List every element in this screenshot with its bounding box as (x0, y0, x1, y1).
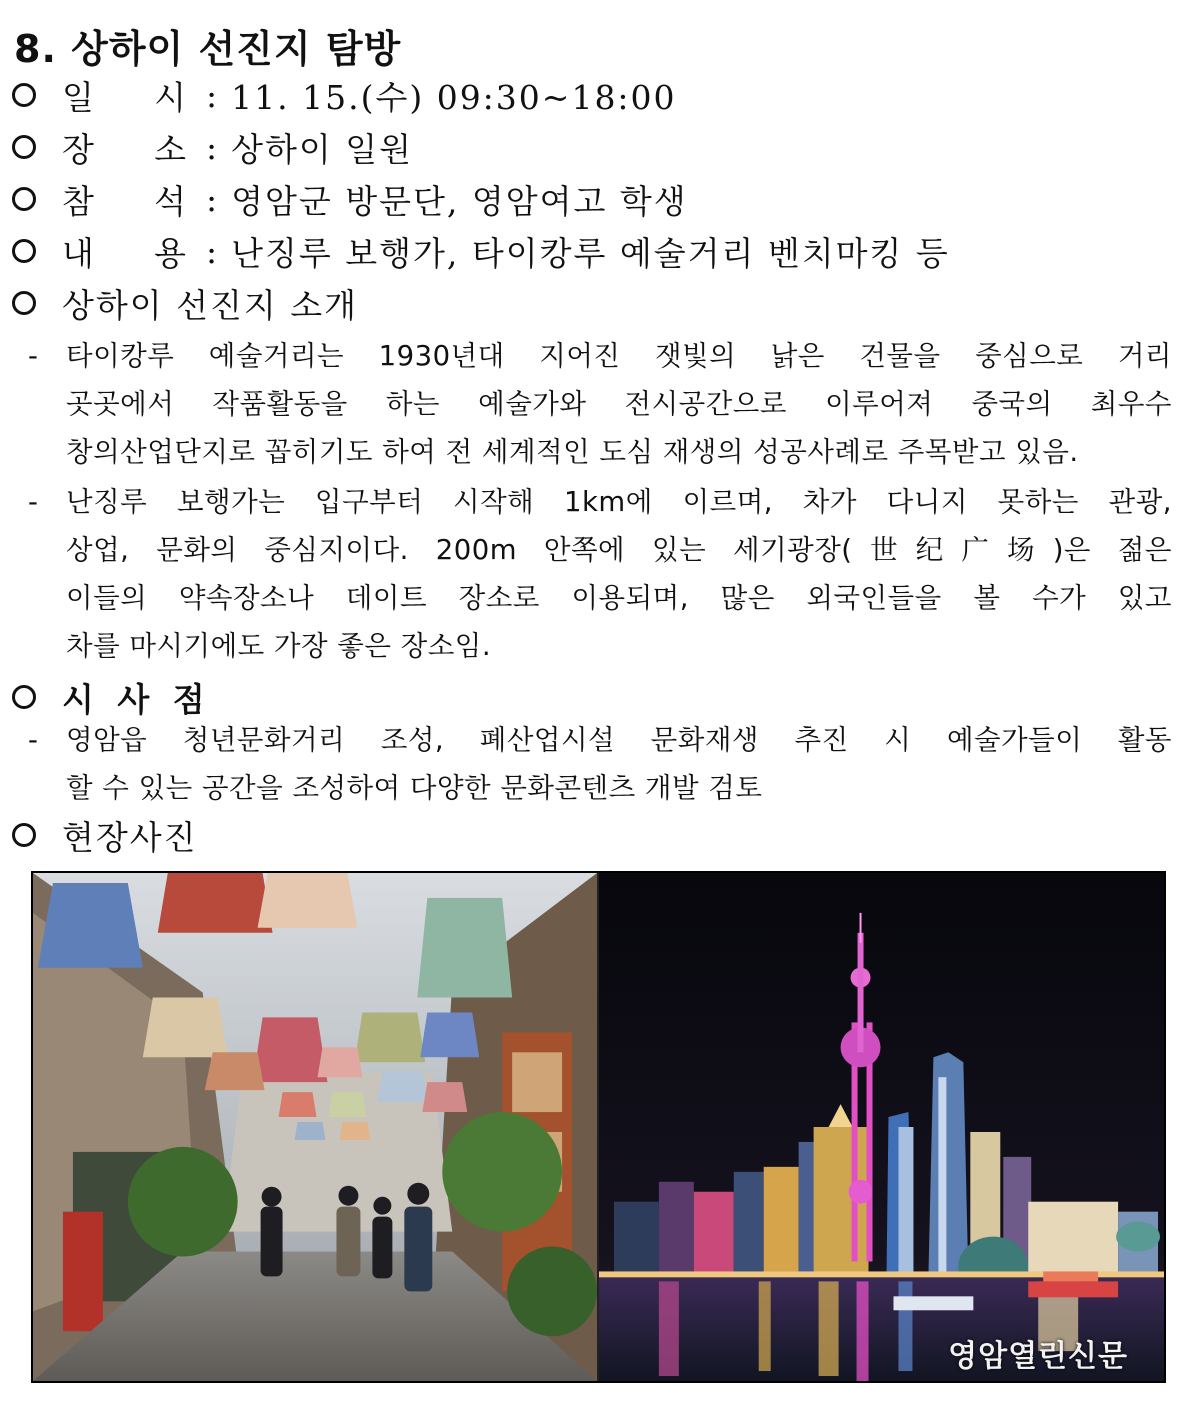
implications-paragraph (22, 716, 1172, 812)
info-value: 영암군 방문단, 영암여고 학생 (231, 181, 688, 221)
info-separator: : (206, 179, 218, 219)
circle-bullet-icon (12, 823, 36, 847)
paragraph-line: 난징루 보행가는 입구부터 시작해 1km에 이르며, 차가 다니지 못하는 관광, (66, 486, 1172, 518)
paragraph-line: 이들의 약속장소나 데이트 장소로 이용되며, 많은 외국인들을 볼 수가 있고 (66, 582, 1172, 614)
info-separator: : (206, 75, 218, 115)
implications-heading: 시 사 점 (62, 679, 211, 719)
info-label: 내 용 (62, 233, 186, 273)
circle-bullet-icon (12, 239, 36, 263)
info-row-attendees (12, 176, 688, 222)
shanghai-night-skyline-photo (597, 873, 1164, 1381)
circle-bullet-icon (12, 685, 36, 709)
info-label: 일 시 (62, 77, 186, 117)
info-separator: : (206, 231, 218, 271)
paragraph-line: 할 수 있는 공간을 조성하여 다양한 문화콘텐츠 개발 검토 (66, 772, 763, 804)
circle-bullet-icon (12, 187, 36, 211)
paragraph-line: 영암읍 청년문화거리 조성, 폐산업시설 문화재생 추진 시 예술가들이 활동 (66, 724, 1172, 756)
dash-marker: - (28, 724, 39, 756)
paragraph-line: 상업, 문화의 중심지이다. 200m 안쪽에 있는 세기광장(世纪广场)은 젊은 (66, 534, 1172, 566)
info-row-date (12, 72, 677, 118)
circle-bullet-icon (12, 83, 36, 107)
paragraph-line: 곳곳에서 작품활동을 하는 예술가와 전시공간으로 이루어져 중국의 최우수 (66, 388, 1172, 420)
intro-heading-row (12, 280, 358, 326)
lantern-street-illustration (33, 873, 597, 1381)
photo-frame (31, 871, 1166, 1383)
circle-bullet-icon (12, 135, 36, 159)
photo-credit: 영암열린신문 (948, 1339, 1128, 1374)
info-separator: : (206, 127, 218, 167)
photos-heading-row (12, 812, 198, 858)
dash-marker: - (28, 340, 39, 372)
paragraph-line: 차를 마시기에도 가장 좋은 장소임. (66, 630, 492, 662)
lantern-street-photo (33, 873, 597, 1381)
info-value: 난징루 보행가, 타이캉루 예술거리 벤치마킹 등 (231, 233, 950, 273)
implications-heading-row (12, 674, 211, 720)
section-title: 8. 상하이 선진지 탐방 (14, 27, 402, 71)
paragraph-line: 창의산업단지로 꼽히기도 하여 전 세계적인 도심 재생의 성공사례로 주목받고 있음. (66, 436, 1079, 468)
info-value: 11. 15.(수) 09:30~18:00 (231, 77, 677, 117)
intro-paragraph-2 (22, 478, 1172, 670)
info-row-content (12, 228, 950, 274)
circle-bullet-icon (12, 291, 36, 315)
info-label: 참 석 (62, 181, 186, 221)
paragraph-line: 타이캉루 예술거리는 1930년대 지어진 잿빛의 낡은 건물을 중심으로 거리 (66, 340, 1172, 372)
info-value: 상하이 일원 (231, 129, 414, 169)
dash-marker: - (28, 486, 39, 518)
info-row-place (12, 124, 413, 170)
photos-heading: 현장사진 (62, 817, 198, 857)
intro-heading: 상하이 선진지 소개 (62, 285, 359, 325)
info-label: 장 소 (62, 129, 186, 169)
skyline-illustration (599, 873, 1164, 1381)
intro-paragraph-1 (22, 332, 1172, 476)
